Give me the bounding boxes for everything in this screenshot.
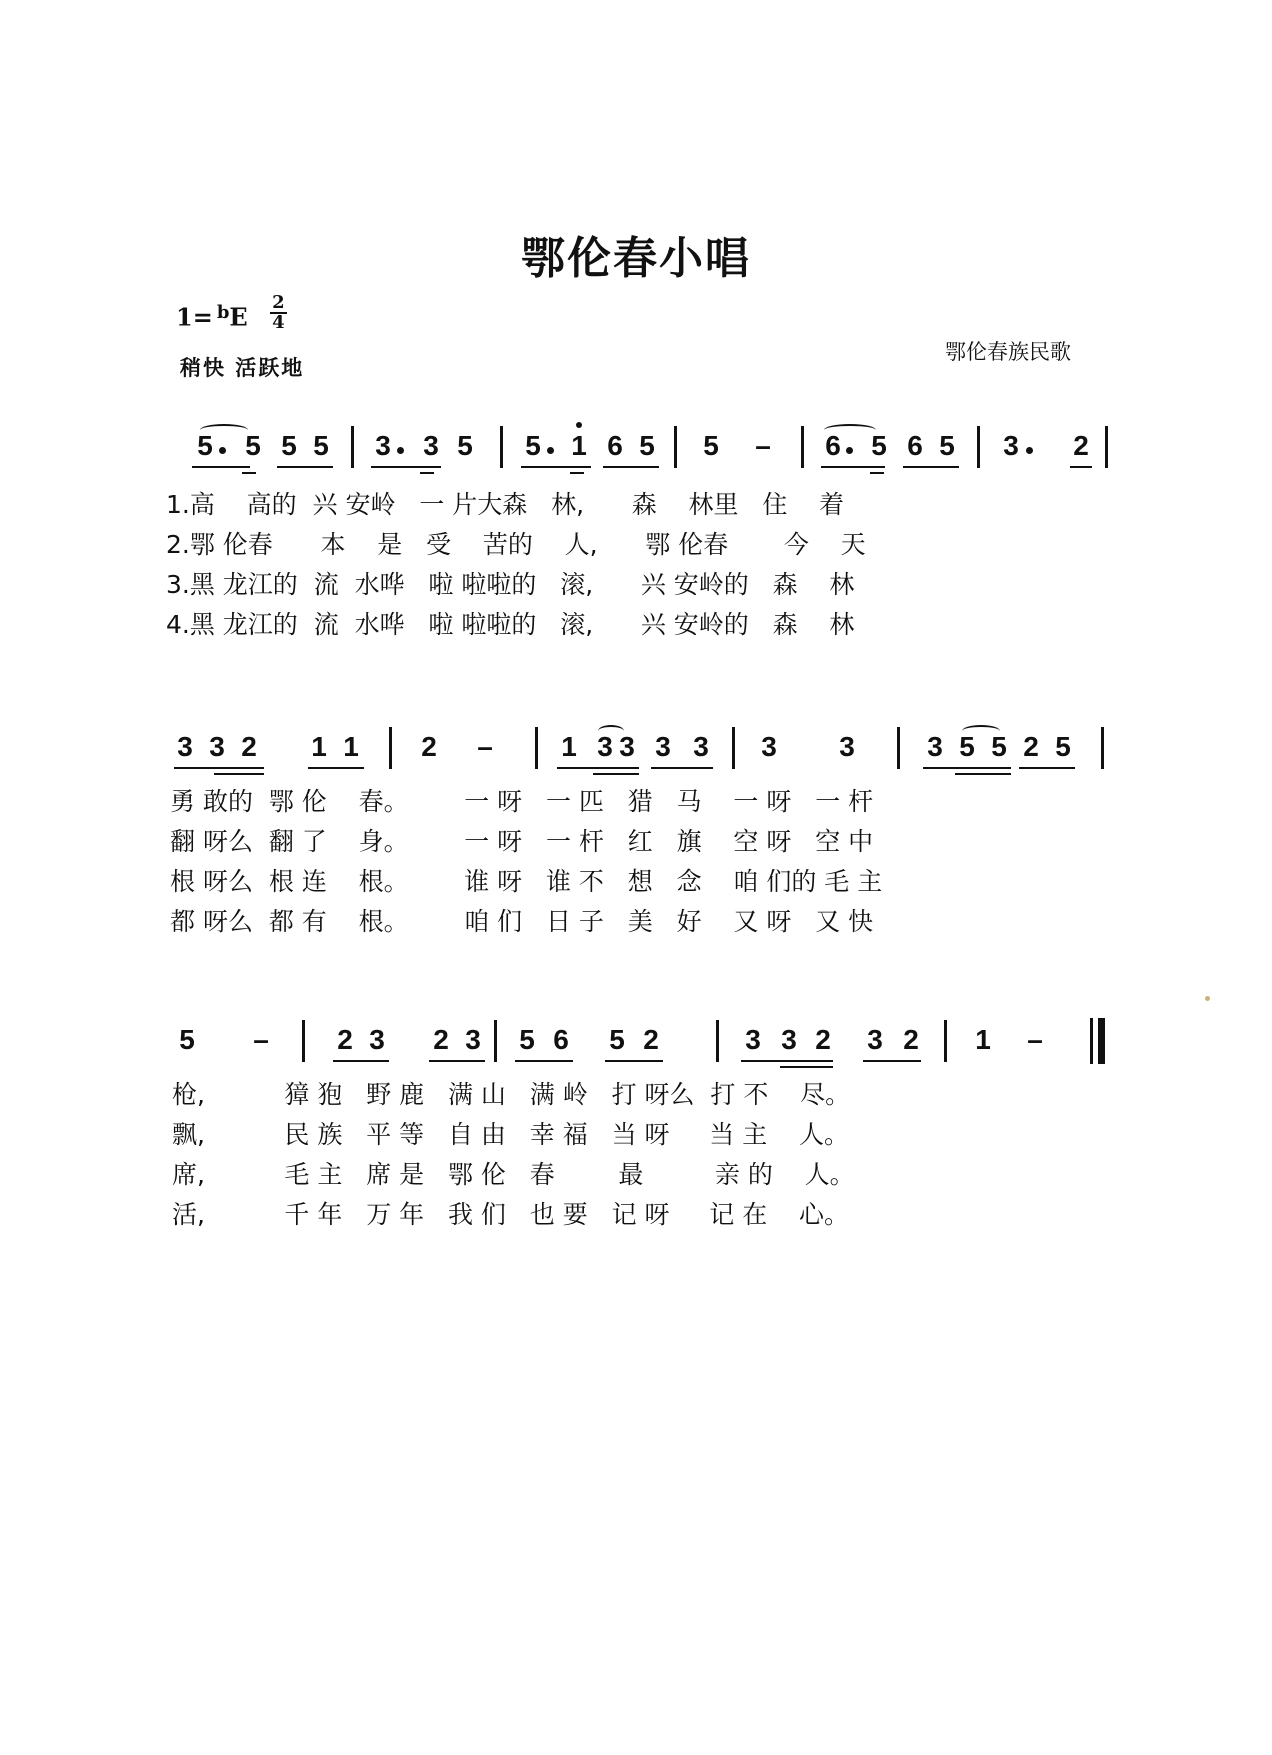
key-letter: E bbox=[229, 302, 248, 332]
key-prefix: 1= bbox=[176, 302, 213, 332]
flat-icon: b bbox=[216, 301, 230, 323]
song-source: 鄂伦春族民歌 bbox=[945, 340, 1071, 364]
lyric-line-verse-1: 枪, 獐 狍 野 鹿 满 山 满 岭 打 呀么 打 不 尽。 bbox=[172, 1080, 851, 1109]
lyric-line-verse-3: 3.黑 龙江的 流 水哗 啦 啦啦的 滚, 兴 安岭的 森 林 bbox=[166, 570, 855, 599]
key-signature bbox=[176, 292, 287, 338]
lyric-line-verse-2: 飘, 民 族 平 等 自 由 幸 福 当 呀 当 主 人。 bbox=[172, 1120, 849, 1149]
lyric-line-verse-1: 1.高 高的 兴 安岭 一 片大森 林, 森 林里 住 着 bbox=[166, 490, 845, 519]
final-barline bbox=[1090, 1018, 1093, 1064]
song-title: 鄂伦春小唱 bbox=[521, 233, 751, 284]
time-numerator: 2 bbox=[272, 292, 285, 313]
lyric-line-verse-2: 2.鄂 伦春 本 是 受 苦的 人, 鄂 伦春 今 天 bbox=[166, 530, 866, 559]
lyric-line-verse-4: 活, 千 年 万 年 我 们 也 要 记 呀 记 在 心。 bbox=[172, 1200, 849, 1229]
lyric-line-verse-4: 都 呀么 都 有 根。 咱 们 日 子 美 好 又 呀 又 快 bbox=[170, 907, 874, 936]
lyric-line-verse-2: 翻 呀么 翻 了 身。 一 呀 一 杆 红 旗 空 呀 空 中 bbox=[170, 827, 874, 856]
lyric-line-verse-4: 4.黑 龙江的 流 水哗 啦 啦啦的 滚, 兴 安岭的 森 林 bbox=[166, 610, 855, 639]
lyric-line-verse-1: 勇 敢的 鄂 伦 春。 一 呀 一 匹 猎 马 一 呀 一 杆 bbox=[170, 787, 874, 816]
tempo-marking: 稍快 活跃地 bbox=[180, 356, 305, 380]
lyric-line-verse-3: 席, 毛 主 席 是 鄂 伦 春 最 亲 的 人。 bbox=[172, 1160, 855, 1189]
lyric-line-verse-3: 根 呀么 根 连 根。 谁 呀 谁 不 想 念 咱 们的 毛 主 bbox=[170, 867, 883, 896]
time-denominator: 4 bbox=[272, 312, 285, 333]
scan-speck bbox=[1205, 996, 1210, 1001]
time-signature bbox=[270, 294, 287, 332]
